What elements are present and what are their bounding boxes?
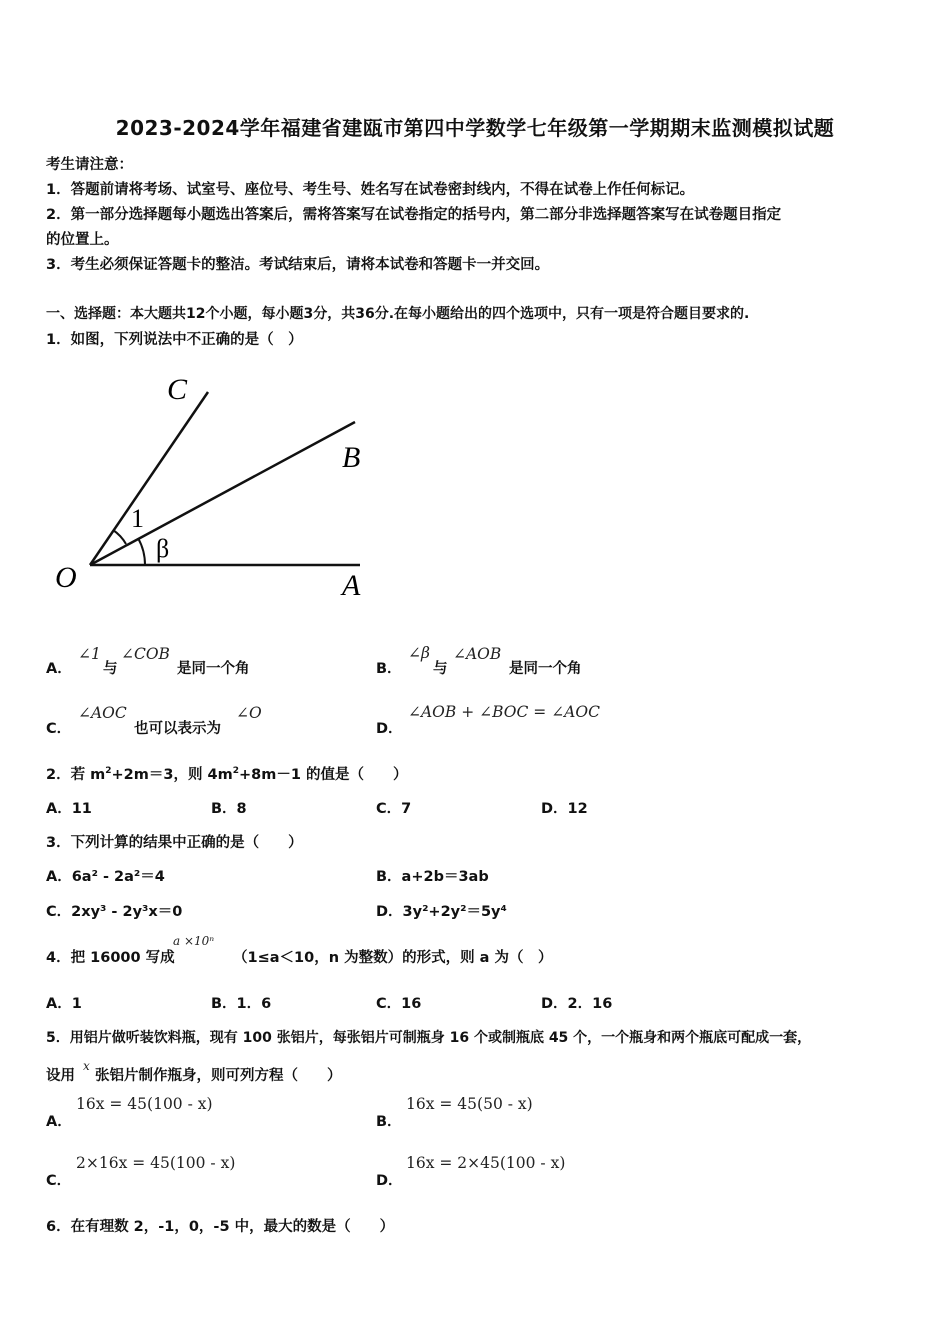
math-expr: 2×16x = 45(100 - x) bbox=[76, 1154, 236, 1172]
math-expr: ∠COB bbox=[121, 645, 170, 663]
angle-diagram bbox=[50, 365, 380, 605]
question-1-stem: 1．如图，下列说法中不正确的是（ ） bbox=[46, 332, 303, 348]
label-o: O bbox=[55, 561, 77, 594]
question-5-stem-a: 设用 bbox=[46, 1068, 75, 1084]
notice-heading: 考生请注意： bbox=[46, 157, 133, 173]
question-5-stem-b: 张铝片制作瓶身，则可列方程（ ） bbox=[95, 1068, 342, 1084]
math-var: x bbox=[83, 1059, 90, 1073]
option: B．8 bbox=[211, 801, 247, 817]
option: A．6a² - 2a²＝4 bbox=[46, 869, 165, 885]
option-text: 是同一个角 bbox=[509, 661, 582, 677]
option: D．3y²+2y²＝5y⁴ bbox=[376, 904, 507, 920]
option-label: C． bbox=[46, 721, 72, 737]
math-expr: ∠AOC bbox=[78, 704, 127, 722]
label-c: C bbox=[167, 373, 188, 406]
option-label: B． bbox=[376, 1114, 402, 1130]
math-expr: ∠1 bbox=[78, 645, 101, 663]
label-one: 1 bbox=[131, 504, 144, 533]
option: A．11 bbox=[46, 801, 92, 817]
notice-item: 3．考生必须保证答题卡的整洁。考试结束后，请将本试卷和答题卡一并交回。 bbox=[46, 257, 550, 273]
math-expr: 16x = 45(50 - x) bbox=[406, 1095, 533, 1113]
option-text: 与 bbox=[103, 661, 118, 677]
option-label: A． bbox=[46, 661, 72, 677]
option: D．2．16 bbox=[541, 996, 613, 1012]
option: C．16 bbox=[376, 996, 422, 1012]
math-expr: ∠O bbox=[236, 704, 262, 722]
label-b: B bbox=[342, 441, 361, 474]
option: B．a+2b＝3ab bbox=[376, 869, 489, 885]
option: C．7 bbox=[376, 801, 412, 817]
label-beta: β bbox=[156, 534, 170, 563]
math-expr: 16x = 45(100 - x) bbox=[76, 1095, 213, 1113]
option-label: B． bbox=[376, 661, 402, 677]
option-text: 也可以表示为 bbox=[134, 721, 221, 737]
section-heading: 一、选择题：本大题共12个小题，每小题3分，共36分.在每小题给出的四个选项中，只有一项是符合题目要求的. bbox=[46, 306, 750, 322]
notice-item: 的位置上。 bbox=[46, 232, 119, 248]
option: D．12 bbox=[541, 801, 588, 817]
option: A．1 bbox=[46, 996, 82, 1012]
question-4-stem-a: 4．把 16000 写成 bbox=[46, 950, 175, 966]
notice-item: 1．答题前请将考场、试室号、座位号、考生号、姓名写在试卷密封线内，不得在试卷上作任何标记。 bbox=[46, 182, 695, 198]
notice-item: 2．第一部分选择题每小题选出答案后，需将答案写在试卷指定的括号内，第二部分非选择题答案写在试卷题目指定 bbox=[46, 207, 782, 223]
math-expr: ∠AOB + ∠BOC = ∠AOC bbox=[408, 703, 600, 721]
option-label: A． bbox=[46, 1114, 72, 1130]
option: C．2xy³ - 2y³x＝0 bbox=[46, 904, 183, 920]
arc-one bbox=[113, 530, 126, 544]
option-text: 与 bbox=[433, 661, 448, 677]
math-expr: ∠AOB bbox=[453, 645, 502, 663]
math-expr: ∠β bbox=[408, 644, 430, 662]
label-a: A bbox=[342, 569, 361, 602]
question-5-stem: 5．用铝片做听装饮料瓶，现有 100 张铝片，每张铝片可制瓶身 16 个或制瓶底 45 个，一个瓶身和两个瓶底可配成一套， bbox=[46, 1030, 812, 1046]
question-6-stem: 6．在有理数 2，-1，0，-5 中，最大的数是（ ） bbox=[46, 1219, 395, 1235]
option: B．1．6 bbox=[211, 996, 272, 1012]
ray-ob bbox=[90, 422, 355, 565]
option-label: D． bbox=[376, 1173, 403, 1189]
math-expr: a ×10ⁿ bbox=[173, 934, 215, 948]
option-label: D． bbox=[376, 721, 403, 737]
math-expr: 16x = 2×45(100 - x) bbox=[406, 1154, 566, 1172]
ray-oc bbox=[90, 392, 208, 565]
question-3-stem: 3．下列计算的结果中正确的是（ ） bbox=[46, 835, 303, 851]
question-4-stem-b: （1≤a＜10，n 为整数）的形式，则 a 为（ ） bbox=[233, 950, 553, 966]
option-label: C． bbox=[46, 1173, 72, 1189]
question-2-stem: 2．若 $m^2+2m=3$，则 $4m^2+8m-1$ 的值是（ ） bbox=[46, 766, 408, 783]
arc-beta bbox=[138, 538, 145, 565]
option-text: 是同一个角 bbox=[177, 661, 250, 677]
page-title: 2023-2024学年福建省建瓯市第四中学数学七年级第一学期期末监测模拟试题 bbox=[115, 116, 835, 140]
